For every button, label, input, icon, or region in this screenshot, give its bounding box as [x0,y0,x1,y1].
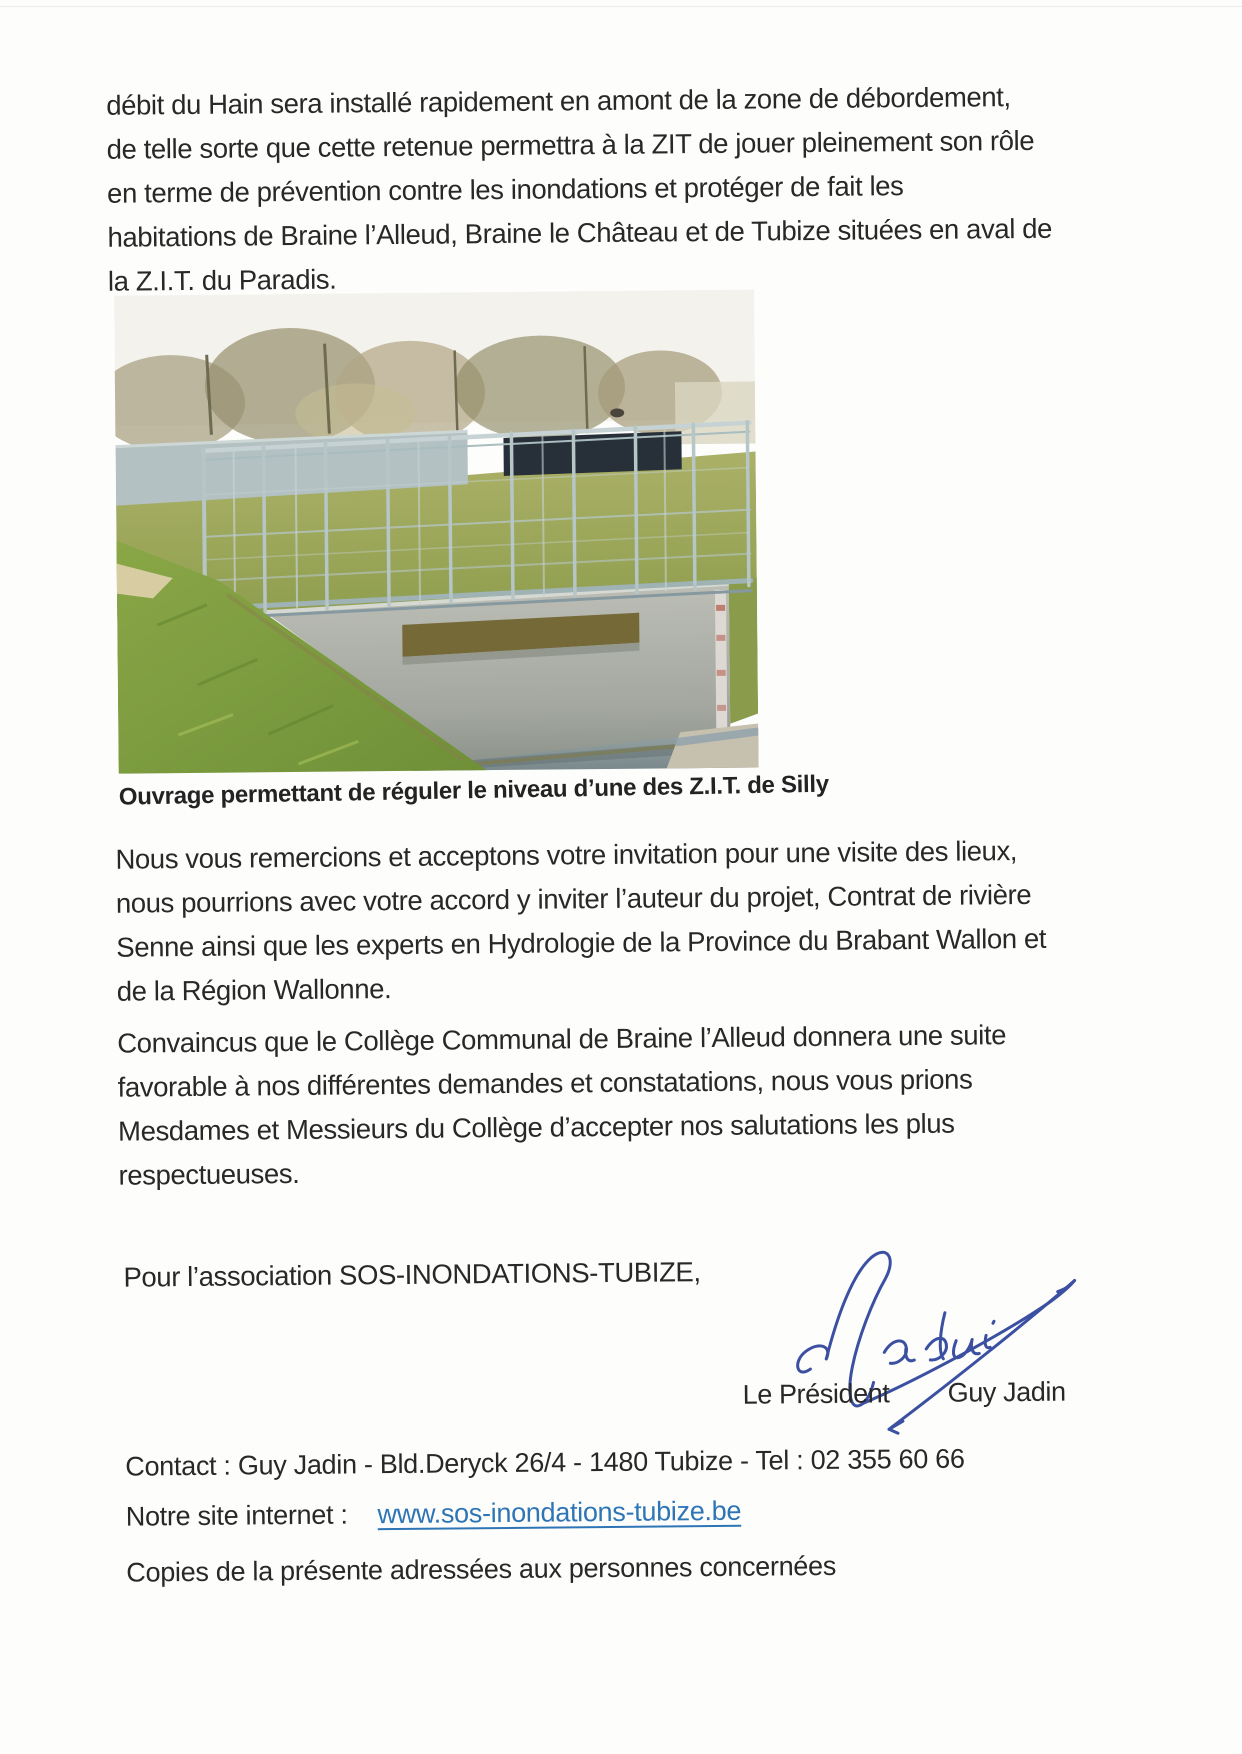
president-name: Guy Jadin [947,1376,1066,1408]
photo-dark-fence [503,431,681,476]
paragraph-1-line: habitations de Braine l’Alleud, Braine le Château et de Tubize situées en aval de [107,212,1053,253]
paragraph-1 [106,75,1053,304]
paragraph-1-line: en terme de prévention contre les inondations et protéger de fait les [106,170,904,209]
paragraph-3-line: Mesdames et Messieurs du Collège d’accepter nos salutations les plus [117,1107,955,1147]
website-line [126,1496,742,1533]
copies-line: Copies de la présente adressées aux personnes concernées [126,1550,837,1588]
association-line: Pour l’association SOS-INONDATIONS-TUBIZE, [123,1256,701,1293]
paragraph-2-line: nous pourrions avec votre accord y inviter l’auteur du projet, Contrat de rivière [115,878,1032,919]
contact-line: Contact : Guy Jadin - Bld.Deryck 26/4 - 1480 Tubize - Tel : 02 355 60 66 [125,1443,965,1482]
paragraph-2-line: Senne ainsi que les experts en Hydrologie de la Province du Brabant Wallon et [116,922,1047,963]
website-link[interactable]: www.sos-inondations-tubize.be [377,1495,742,1530]
paragraph-3-line: Convaincus que le Collège Communal de Braine l’Alleud donnera une suite [117,1019,1007,1059]
website-label: Notre site internet : [125,1499,348,1532]
paragraph-3-line: respectueuses. [118,1157,300,1191]
paragraph-3 [117,1013,1007,1198]
paragraph-1-line: la Z.I.T. du Paradis. [107,263,337,297]
paragraph-2-line: de la Région Wallonne. [116,973,392,1007]
paragraph-1-line: débit du Hain sera installé rapidement en amont de la zone de débordement, [106,81,1011,121]
paragraph-2 [115,829,1046,1014]
paragraph-1-line: de telle sorte que cette retenue permettra à la ZIT de jouer pleinement son rôle [106,124,1035,165]
photo-illustration [114,290,759,776]
photo-caption: Ouvrage permettant de réguler le niveau d’une des Z.I.T. de Silly [118,770,830,811]
paragraph-2-line: Nous vous remercions et acceptons votre invitation pour une visite des lieux, [115,835,1018,875]
paragraph-3-line: favorable à nos différentes demandes et constatations, nous vous prions [117,1063,973,1103]
photo-right-slope [729,578,758,724]
handwritten-signature [779,1238,1111,1441]
zit-structure-photo [114,290,759,776]
president-label: Le Président [742,1378,890,1410]
